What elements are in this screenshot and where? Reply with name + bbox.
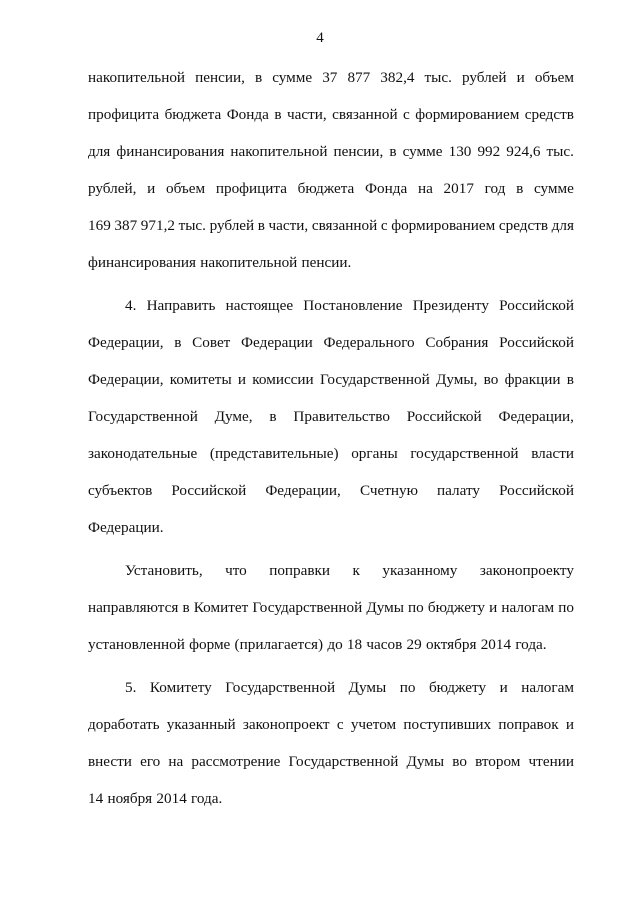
paragraph xyxy=(88,68,574,290)
text-line: Установить, что поправки к указанному законопроекту xyxy=(125,562,574,579)
text-line: Федерации. xyxy=(88,519,164,536)
text-line: для финансирования накопительной пенсии, в сумме 130 992 924,6 тыс. xyxy=(88,143,574,160)
text-line: Государственной Думе, в Правительство Российской Федерации, xyxy=(88,408,574,425)
text-line: внести его на рассмотрение Государственной Думы во втором чтении xyxy=(88,753,574,770)
text-line: законодательные (представительные) органы государственной власти xyxy=(88,445,574,462)
text-line: 14 ноября 2014 года. xyxy=(88,790,223,807)
text-line: субъектов Российской Федерации, Счетную палату Российской xyxy=(88,482,574,499)
text-line: 4. Направить настоящее Постановление Президенту Российской xyxy=(125,297,574,314)
text-line: финансирования накопительной пенсии. xyxy=(88,254,352,271)
text-line: Федерации, в Совет Федерации Федерального Собрания Российской xyxy=(88,334,574,351)
text-line: 169 387 971,2 тыс. рублей в части, связанной с формированием средств для xyxy=(88,217,574,234)
text-line: Федерации, комитеты и комиссии Государственной Думы, во фракции в xyxy=(88,371,574,388)
text-line: доработать указанный законопроект с учетом поступивших поправок и xyxy=(88,716,574,733)
document-body xyxy=(88,68,574,826)
paragraph xyxy=(88,561,574,672)
text-line: 5. Комитету Государственной Думы по бюджету и налогам xyxy=(125,679,574,696)
text-line: направляются в Комитет Государственной Думы по бюджету и налогам по xyxy=(88,599,574,616)
text-line: профицита бюджета Фонда в части, связанной с формированием средств xyxy=(88,106,574,123)
text-line: установленной форме (прилагается) до 18 часов 29 октября 2014 года. xyxy=(88,636,547,653)
page-number: 4 xyxy=(316,30,324,46)
paragraph xyxy=(88,296,574,555)
text-line: накопительной пенсии, в сумме 37 877 382,4 тыс. рублей и объем xyxy=(88,69,574,86)
paragraph xyxy=(88,678,574,826)
text-line: рублей, и объем профицита бюджета Фонда на 2017 год в сумме xyxy=(88,180,574,197)
